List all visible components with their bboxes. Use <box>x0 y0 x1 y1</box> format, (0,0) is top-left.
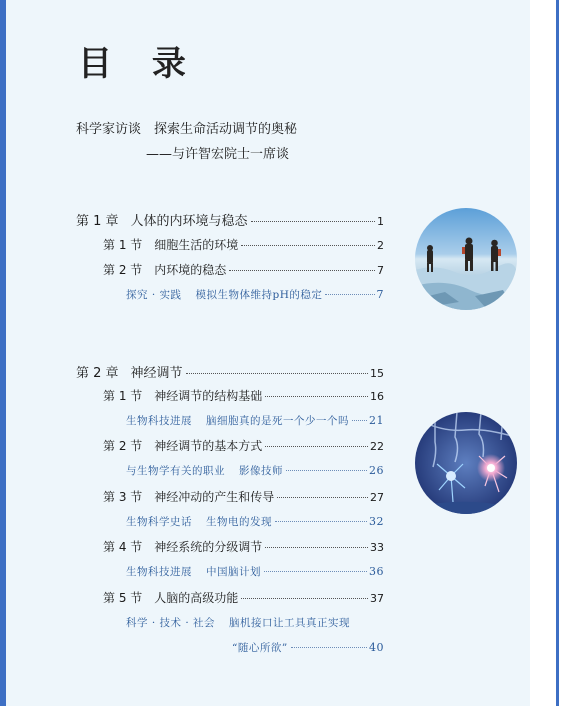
dot-leader <box>241 598 368 599</box>
section-title: 内环境的稳态 <box>154 263 227 277</box>
section-title: 细胞生活的环境 <box>154 238 239 252</box>
page-title: 目 录 <box>78 44 200 84</box>
toc-section-2-1[interactable] <box>103 387 384 404</box>
dot-leader <box>251 221 375 222</box>
dot-leader <box>265 396 368 397</box>
toc-section-2-5[interactable] <box>103 589 384 606</box>
interview-title: 科学家访谈 探索生命活动调节的奥秘 <box>76 122 298 137</box>
chapter-number: 第 2 章 <box>76 366 119 381</box>
dot-leader <box>186 373 368 374</box>
section-title: 神经调节的结构基础 <box>154 389 263 403</box>
dot-leader <box>265 446 368 447</box>
page-number: 37 <box>370 592 384 605</box>
page-number: 40 <box>369 641 384 654</box>
section-number: 第 3 节 <box>103 490 143 504</box>
section-number: 第 4 节 <box>103 540 143 554</box>
feature-title: 脑细胞真的是死一个少一个吗 <box>206 415 349 427</box>
page-number: 22 <box>370 440 384 453</box>
toc-feature-2-2[interactable] <box>126 463 384 478</box>
arctic-explorers-photo <box>415 208 517 310</box>
page-number: 32 <box>369 515 384 528</box>
feature-title: 影像技师 <box>239 465 283 477</box>
dot-leader <box>325 294 374 295</box>
toc-section-2-3[interactable] <box>103 488 384 505</box>
page-number: 36 <box>369 565 384 578</box>
page-number: 27 <box>370 491 384 504</box>
page-number: 16 <box>370 390 384 403</box>
page-number: 1 <box>377 215 384 228</box>
toc-section-1-2[interactable] <box>103 261 384 278</box>
dot-leader <box>291 647 367 648</box>
feature-title-continued: “随心所欲” <box>232 642 288 654</box>
toc-feature-2-3[interactable] <box>126 514 384 529</box>
feature-title: 脑机接口让工具真正实现 <box>229 617 351 629</box>
section-number: 第 1 节 <box>103 389 143 403</box>
toc-section-2-4[interactable] <box>103 538 384 555</box>
section-number: 第 1 节 <box>103 238 143 252</box>
dot-leader <box>241 245 375 246</box>
interview-subtitle: ——与许智宏院士一席谈 <box>146 147 290 162</box>
page-number: 33 <box>370 541 384 554</box>
toc-chapter-1[interactable] <box>76 210 384 229</box>
feature-tag: 生物科技进展 <box>126 566 192 578</box>
toc-chapter-2[interactable] <box>76 362 384 381</box>
dot-leader <box>264 571 367 572</box>
toc-feature-2-1[interactable] <box>126 413 384 428</box>
neuron-illustration <box>415 412 517 514</box>
toc-section-1-1[interactable] <box>103 236 384 253</box>
feature-title: 中国脑计划 <box>206 566 261 578</box>
feature-tag: 探究 · 实践 <box>126 289 182 301</box>
section-title: 神经调节的基本方式 <box>154 439 263 453</box>
toc-feature-2-5[interactable] <box>126 615 384 630</box>
toc-feature-2-5-continued[interactable] <box>232 640 384 655</box>
section-number: 第 2 节 <box>103 439 143 453</box>
page-number: 7 <box>376 288 384 301</box>
toc-section-2-2[interactable] <box>103 437 384 454</box>
page-number: 26 <box>369 464 384 477</box>
section-number: 第 2 节 <box>103 263 143 277</box>
dot-leader <box>275 521 367 522</box>
chapter-title: 神经调节 <box>130 366 183 381</box>
section-number: 第 5 节 <box>103 591 143 605</box>
page-number: 2 <box>377 239 384 252</box>
feature-title: 生物电的发现 <box>206 516 272 528</box>
toc-feature-2-4[interactable] <box>126 564 384 579</box>
section-title: 神经系统的分级调节 <box>154 540 263 554</box>
dot-leader <box>286 470 367 471</box>
page-number: 7 <box>377 264 384 277</box>
section-title: 神经冲动的产生和传导 <box>154 490 275 504</box>
chapter-number: 第 1 章 <box>76 214 119 229</box>
chapter-title: 人体的内环境与稳态 <box>130 214 248 229</box>
feature-tag: 生物科学史话 <box>126 516 192 528</box>
dot-leader <box>277 497 368 498</box>
section-title: 人脑的高级功能 <box>154 591 239 605</box>
dot-leader <box>352 420 367 421</box>
page-number: 21 <box>369 414 384 427</box>
feature-title: 模拟生物体维持pH的稳定 <box>195 289 323 301</box>
feature-tag: 生物科技进展 <box>126 415 192 427</box>
page-number: 15 <box>370 367 384 380</box>
feature-tag: 与生物学有关的职业 <box>126 465 225 477</box>
feature-tag: 科学 · 技术 · 社会 <box>126 617 216 629</box>
dot-leader <box>229 270 375 271</box>
dot-leader <box>265 547 368 548</box>
toc-feature-1-1[interactable] <box>126 287 384 302</box>
page-edge-right <box>556 0 559 706</box>
